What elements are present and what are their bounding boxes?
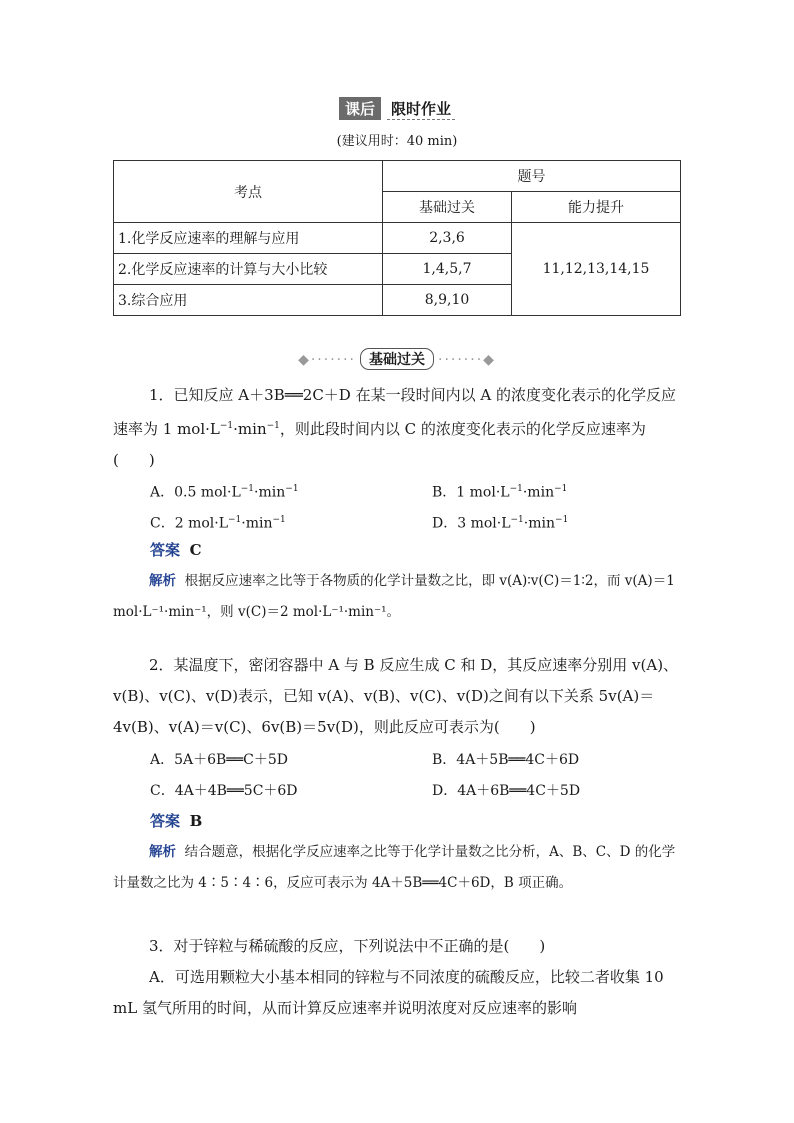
question-1-stem: 1．已知反应 A＋3B══2C＋D 在某一段时间内以 A 的浓度变化表示的化学反应速率为 1 $mol\cdot L^{-1}\cdot\min^{-1}$，则此段时间内以 C 的浓度变化表示的化学反应速率为( )	[113, 386, 676, 469]
header-title: 限时作业	[387, 98, 455, 120]
question-2-option-b: B．4A＋5B══4C＋6D	[432, 752, 580, 768]
topic-cell: 2.化学反应速率的计算与大小比较	[114, 254, 383, 285]
topic-cell: 1.化学反应速率的理解与应用	[114, 223, 383, 254]
question-2-option-a: A．5A＋6B══C＋5D	[150, 752, 289, 768]
question-2-option-d: D．4A＋6B══4C＋5D	[432, 783, 581, 799]
section-divider: ◆······· 基础过关 ·······◆	[0, 348, 794, 370]
question-3-option-a: A．可选用颗粒大小基本相同的锌粒与不同浓度的硫酸反应，比较二者收集 10 mL 氢气所用的时间，从而计算反应速率并说明浓度对反应速率的影响	[113, 968, 664, 1017]
question-1-option-d: D．3 $mol\cdot L^{-1}\cdot\min^{-1}$	[432, 515, 569, 532]
question-1-option-b: B．1 $mol\cdot L^{-1}\cdot\min^{-1}$	[432, 484, 568, 501]
question-1-analysis: 解析 根据反应速率之比等于各物质的化学计量数之比，即 v(A)∶v(C)＝1∶2，而 v(A)＝1 mol·L⁻¹·min⁻¹，则 v(C)＝2 mol·L⁻¹·min⁻¹。	[113, 573, 675, 620]
header-tihao: 题号	[383, 161, 681, 192]
question-2-option-c: C．4A＋4B══5C＋6D	[150, 783, 298, 799]
section-label: 基础过关	[360, 348, 434, 370]
question-1-option-c: C．2 $mol\cdot L^{-1}\cdot\min^{-1}$	[150, 515, 286, 532]
question-1-answer: 答案 C	[150, 541, 202, 559]
header-nengli: 能力提升	[512, 192, 681, 223]
question-2-analysis: 解析 结合题意，根据化学反应速率之比等于化学计量数之比分析，A、B、C、D 的化学计量数之比为 4∶5∶4∶6，反应可表示为 4A＋5B══4C＋6D，B 项正确。	[113, 844, 676, 891]
basic-cell: 2,3,6	[383, 223, 512, 254]
question-2-answer: 答案 B	[150, 812, 203, 830]
header-tag: 课后	[339, 97, 381, 120]
header-kaodian: 考点	[114, 161, 383, 223]
topic-table	[113, 160, 681, 316]
topic-cell: 3.综合应用	[114, 285, 383, 316]
ability-cell: 11,12,13,14,15	[512, 223, 681, 316]
question-2-stem: 2．某温度下，密闭容器中 A 与 B 反应生成 C 和 D，其反应速率分别用 v(A)、v(B)、v(C)、v(D)表示，已知 v(A)、v(B)、v(C)、v(D)之间有以下关系 5v(A)＝4v(B)、v(A)＝v(C)、6v(B)＝5v(D)，则此反应可表示为( )	[113, 656, 679, 736]
question-1-option-a: A．0.5 $mol\cdot L^{-1}\cdot\min^{-1}$	[150, 484, 299, 501]
page-header	[0, 97, 794, 120]
basic-cell: 8,9,10	[383, 285, 512, 316]
suggested-time: (建议用时：40 min)	[336, 134, 458, 149]
header-jichu: 基础过关	[383, 192, 512, 223]
question-3-stem: 3．对于锌粒与稀硫酸的反应，下列说法中不正确的是( )	[149, 937, 546, 955]
basic-cell: 1,4,5,7	[383, 254, 512, 285]
